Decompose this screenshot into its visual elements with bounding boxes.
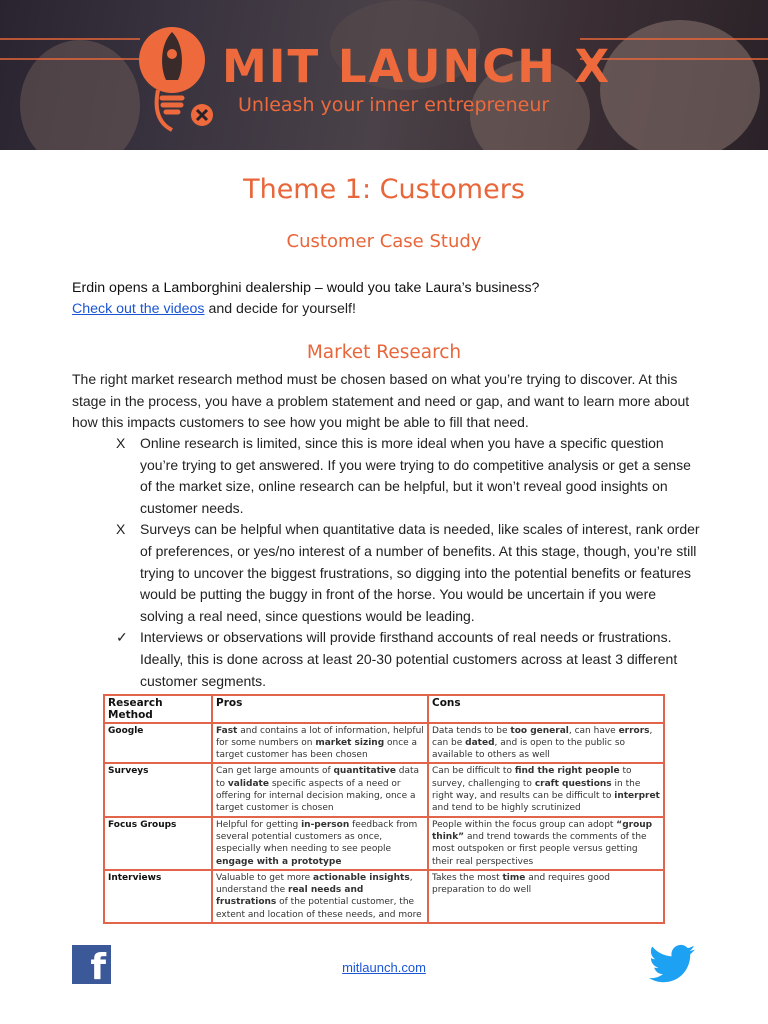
cell-text: Data tends to be <box>432 725 511 736</box>
cell-text: and trend towards the comments of the most outspoken or first people versus getting their real perspectives <box>432 831 647 867</box>
cell-text: , understand the <box>216 872 413 896</box>
column-header-cons: Cons <box>428 695 664 723</box>
cell-emphasis: craft questions <box>534 778 612 789</box>
cell-text: once a target customer has been chosen <box>216 737 418 761</box>
cell-emphasis: in-person <box>301 819 350 830</box>
cell-emphasis: Fast <box>216 725 238 736</box>
facebook-icon[interactable]: f <box>72 945 111 984</box>
cell-text: , can be <box>432 725 653 748</box>
page-title: Theme 1: Customers <box>243 174 525 205</box>
cell-text: Can get large amounts of <box>216 766 334 777</box>
list-item <box>112 433 702 519</box>
cons-cell <box>428 817 664 870</box>
table-row <box>104 763 664 816</box>
table-row <box>104 723 664 764</box>
banner-line <box>0 38 140 40</box>
research-method-list <box>112 433 702 692</box>
cell-text: to survey, challenging to <box>432 766 632 789</box>
cell-text: and tend to be highly scrutinized <box>432 803 581 814</box>
cell-text: Helpful for getting <box>216 819 302 830</box>
method-cell: Interviews <box>104 870 212 923</box>
cell-emphasis: “group think” <box>432 819 653 842</box>
website-link[interactable]: mitlaunch.com <box>342 960 426 975</box>
pros-cell <box>212 723 428 764</box>
table-row <box>104 817 664 870</box>
list-item-text: Interviews or observations will provide firsthand accounts of real needs or frustrations. Ideally, this is done across at least 20-30 potential customers across at least 3 different customer segments. <box>140 629 678 689</box>
cell-text: Can be difficult to <box>432 766 515 777</box>
table-header-row <box>104 695 664 723</box>
videos-link-suffix: and decide for yourself! <box>204 301 356 317</box>
cell-text: , can have <box>568 725 619 736</box>
banner-photo-figure <box>20 40 140 150</box>
x-mark-icon: X <box>116 521 126 538</box>
brand-title: MIT LAUNCH X <box>222 40 612 93</box>
cell-emphasis: quantitative <box>333 766 396 777</box>
cell-emphasis: market sizing <box>315 737 385 748</box>
table-row <box>104 870 664 923</box>
method-cell: Surveys <box>104 763 212 816</box>
method-cell: Focus Groups <box>104 817 212 870</box>
twitter-icon[interactable] <box>649 944 695 984</box>
column-header-method: Research Method <box>104 695 212 723</box>
research-methods-table <box>103 694 665 924</box>
cell-text: data to <box>216 766 420 789</box>
cell-emphasis: find the right people <box>514 766 620 777</box>
cell-text: , and is open to the public so available to others as well <box>432 737 626 761</box>
list-item <box>112 627 702 692</box>
method-cell: Google <box>104 723 212 764</box>
cell-emphasis: engage with a prototype <box>216 856 342 867</box>
cons-cell <box>428 870 664 923</box>
cell-text: specific aspects of a need or offering for internal decision making, once a target customer is chosen <box>216 778 416 814</box>
pros-cell <box>212 870 428 923</box>
pros-cell <box>212 763 428 816</box>
cell-text: in the right way, and results can be difficult to <box>432 778 641 802</box>
rocket-lightbulb-icon <box>132 10 222 140</box>
cell-emphasis: time <box>502 872 526 883</box>
banner-line <box>0 58 140 60</box>
cell-text: of the potential customer, the extent and location of these needs, and more <box>216 897 422 920</box>
cell-text: Valuable to get more <box>216 872 314 883</box>
cell-emphasis: real needs and frustrations <box>216 885 364 908</box>
x-mark-icon: X <box>116 435 126 451</box>
market-research-intro: The right market research method must be chosen based on what you’re trying to discover. At this stage in the process, you have a problem statement and need or gap, and want to learn more about how this impacts customers to see how you might be able to fill that need. <box>72 371 690 430</box>
cell-text: Takes the most <box>432 872 503 883</box>
list-item-text: Online research is limited, since this is more ideal when you have a specific question you’re trying to get answered. If you were trying to do competitive analysis or get a sense of the market size, online research can be helpful, but it won’t reveal good insights on customer needs. <box>140 435 691 516</box>
cell-emphasis: dated <box>465 737 495 748</box>
videos-line <box>72 301 356 317</box>
cell-emphasis: errors <box>618 725 650 736</box>
cell-text: and requires good preparation to do well <box>432 872 610 896</box>
cell-emphasis: validate <box>227 778 269 789</box>
cell-emphasis: too general <box>510 725 569 736</box>
cell-emphasis: interpret <box>614 791 660 802</box>
cell-text: People within the focus group can adopt <box>432 819 617 830</box>
cell-emphasis: actionable insights <box>313 872 410 883</box>
list-item-text: Surveys can be helpful when quantitative data is needed, like scales of interest, rank order of preferences, or yes/no interest of a number of benefits. At this stage, though, you’re still trying to uncover the biggest frustrations, so digging into the potential benefits or features would be putting the buggy in front of the horse. You would be uncertain if you were solving a real need, since questions would be leading. <box>140 521 700 624</box>
header-banner <box>0 0 768 150</box>
cons-cell <box>428 723 664 764</box>
checkmark-icon: ✓ <box>116 629 128 646</box>
brand-tagline: Unleash your inner entrepreneur <box>238 94 550 116</box>
list-item <box>112 519 702 627</box>
videos-link[interactable]: Check out the videos <box>72 301 205 317</box>
market-research-title: Market Research <box>306 342 462 363</box>
cell-text: feedback from several potential customers as once, especially when needing to see people <box>216 819 418 855</box>
cell-text: and contains a lot of information, helpful for some numbers on <box>216 725 424 748</box>
case-study-title: Customer Case Study <box>286 231 482 252</box>
column-header-pros: Pros <box>212 695 428 723</box>
pros-cell <box>212 817 428 870</box>
cons-cell <box>428 763 664 816</box>
case-study-question: Erdin opens a Lamborghini dealership – would you take Laura’s business? <box>72 280 540 296</box>
